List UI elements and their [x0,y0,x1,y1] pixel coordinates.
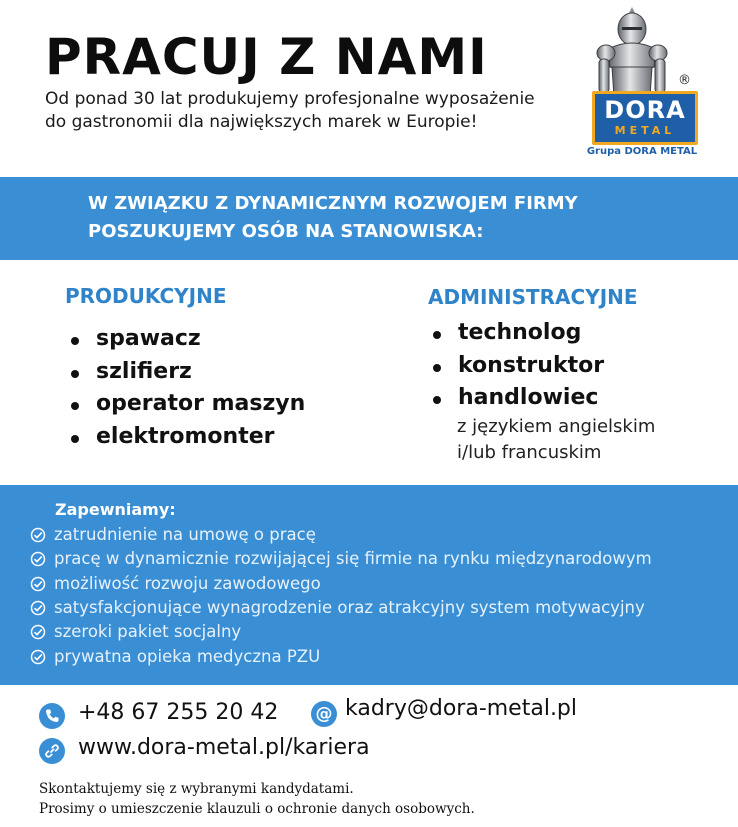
benefit-text: szeroki pakiet socjalny [54,622,242,642]
administration-heading: ADMINISTRACYJNE [428,285,638,309]
registered-mark: ® [678,73,691,88]
list-item [30,523,652,547]
email-link[interactable]: kadry@dora-metal.pl [345,696,578,721]
language-note-line-2: i/lub francuskim [457,442,602,463]
list-item [30,547,652,571]
list-item: spawacz [68,324,305,357]
check-circle-icon [30,527,46,543]
footer-line-2: Prosimy o umieszczenie klauzuli o ochronie danych osobowych. [39,801,475,817]
check-circle-icon [30,551,46,567]
banner-line-2: POSZUKUJEMY OSÓB NA STANOWISKA: [88,221,484,242]
list-item: konstruktor [430,351,604,384]
benefits-section [0,485,738,685]
list-item: elektromonter [68,422,305,455]
check-circle-icon [30,576,46,592]
footer-line-1: Skontaktujemy się z wybranymi kandydatami. [39,781,354,797]
check-circle-icon [30,649,46,665]
page-title: PRACUJ Z NAMI [45,28,488,86]
list-item: handlowiec [430,383,604,416]
check-circle-icon [30,600,46,616]
check-circle-icon [30,624,46,640]
logo-name: DORA [604,96,686,124]
production-heading: PRODUKCYJNE [65,284,227,308]
list-item: technolog [430,318,604,351]
career-website-link[interactable]: www.dora-metal.pl/kariera [78,735,370,760]
language-note-line-1: z językiem angielskim [457,416,656,437]
logo-sub: METAL [614,124,676,137]
logo-badge [592,91,698,145]
benefit-text: możliwość rozwoju zawodowego [54,573,321,593]
language-note [457,414,655,466]
list-item [30,572,652,596]
production-list [68,324,305,454]
banner-line-1: W ZWIĄZKU Z DYNAMICZNYM ROZWOJEM FIRMY [88,193,578,214]
administration-list [430,318,604,416]
at-sign-glyph: @ [315,703,333,724]
list-item [30,620,652,644]
company-logo [560,5,710,165]
benefit-text: prywatna opieka medyczna PZU [54,646,321,666]
benefit-text: satysfakcjonujące wynagrodzenie oraz atrakcyjny system motywacyjny [54,598,645,618]
footer-note [39,779,475,819]
logo-caption: Grupa DORA METAL [586,146,698,157]
list-item [30,596,652,620]
phone-icon [39,703,65,729]
list-item: operator maszyn [68,389,305,422]
at-sign-icon [311,701,337,727]
benefit-text: zatrudnienie na umowę o pracę [54,525,316,545]
benefit-text: pracę w dynamicznie rozwijającej się firmie na rynku międzynarodowym [54,549,652,569]
benefits-list [30,523,652,669]
link-icon [39,738,65,764]
list-item [30,644,652,668]
phone-number[interactable]: +48 67 255 20 42 [78,700,279,725]
list-item: szlifierz [68,357,305,390]
banner-text [88,190,708,246]
intro-text: Od ponad 30 lat produkujemy profesjonalne wyposażenie do gastronomii dla największych marek w Europie! [45,89,535,132]
benefits-title: Zapewniamy: [55,500,176,519]
recruitment-banner [0,177,738,260]
